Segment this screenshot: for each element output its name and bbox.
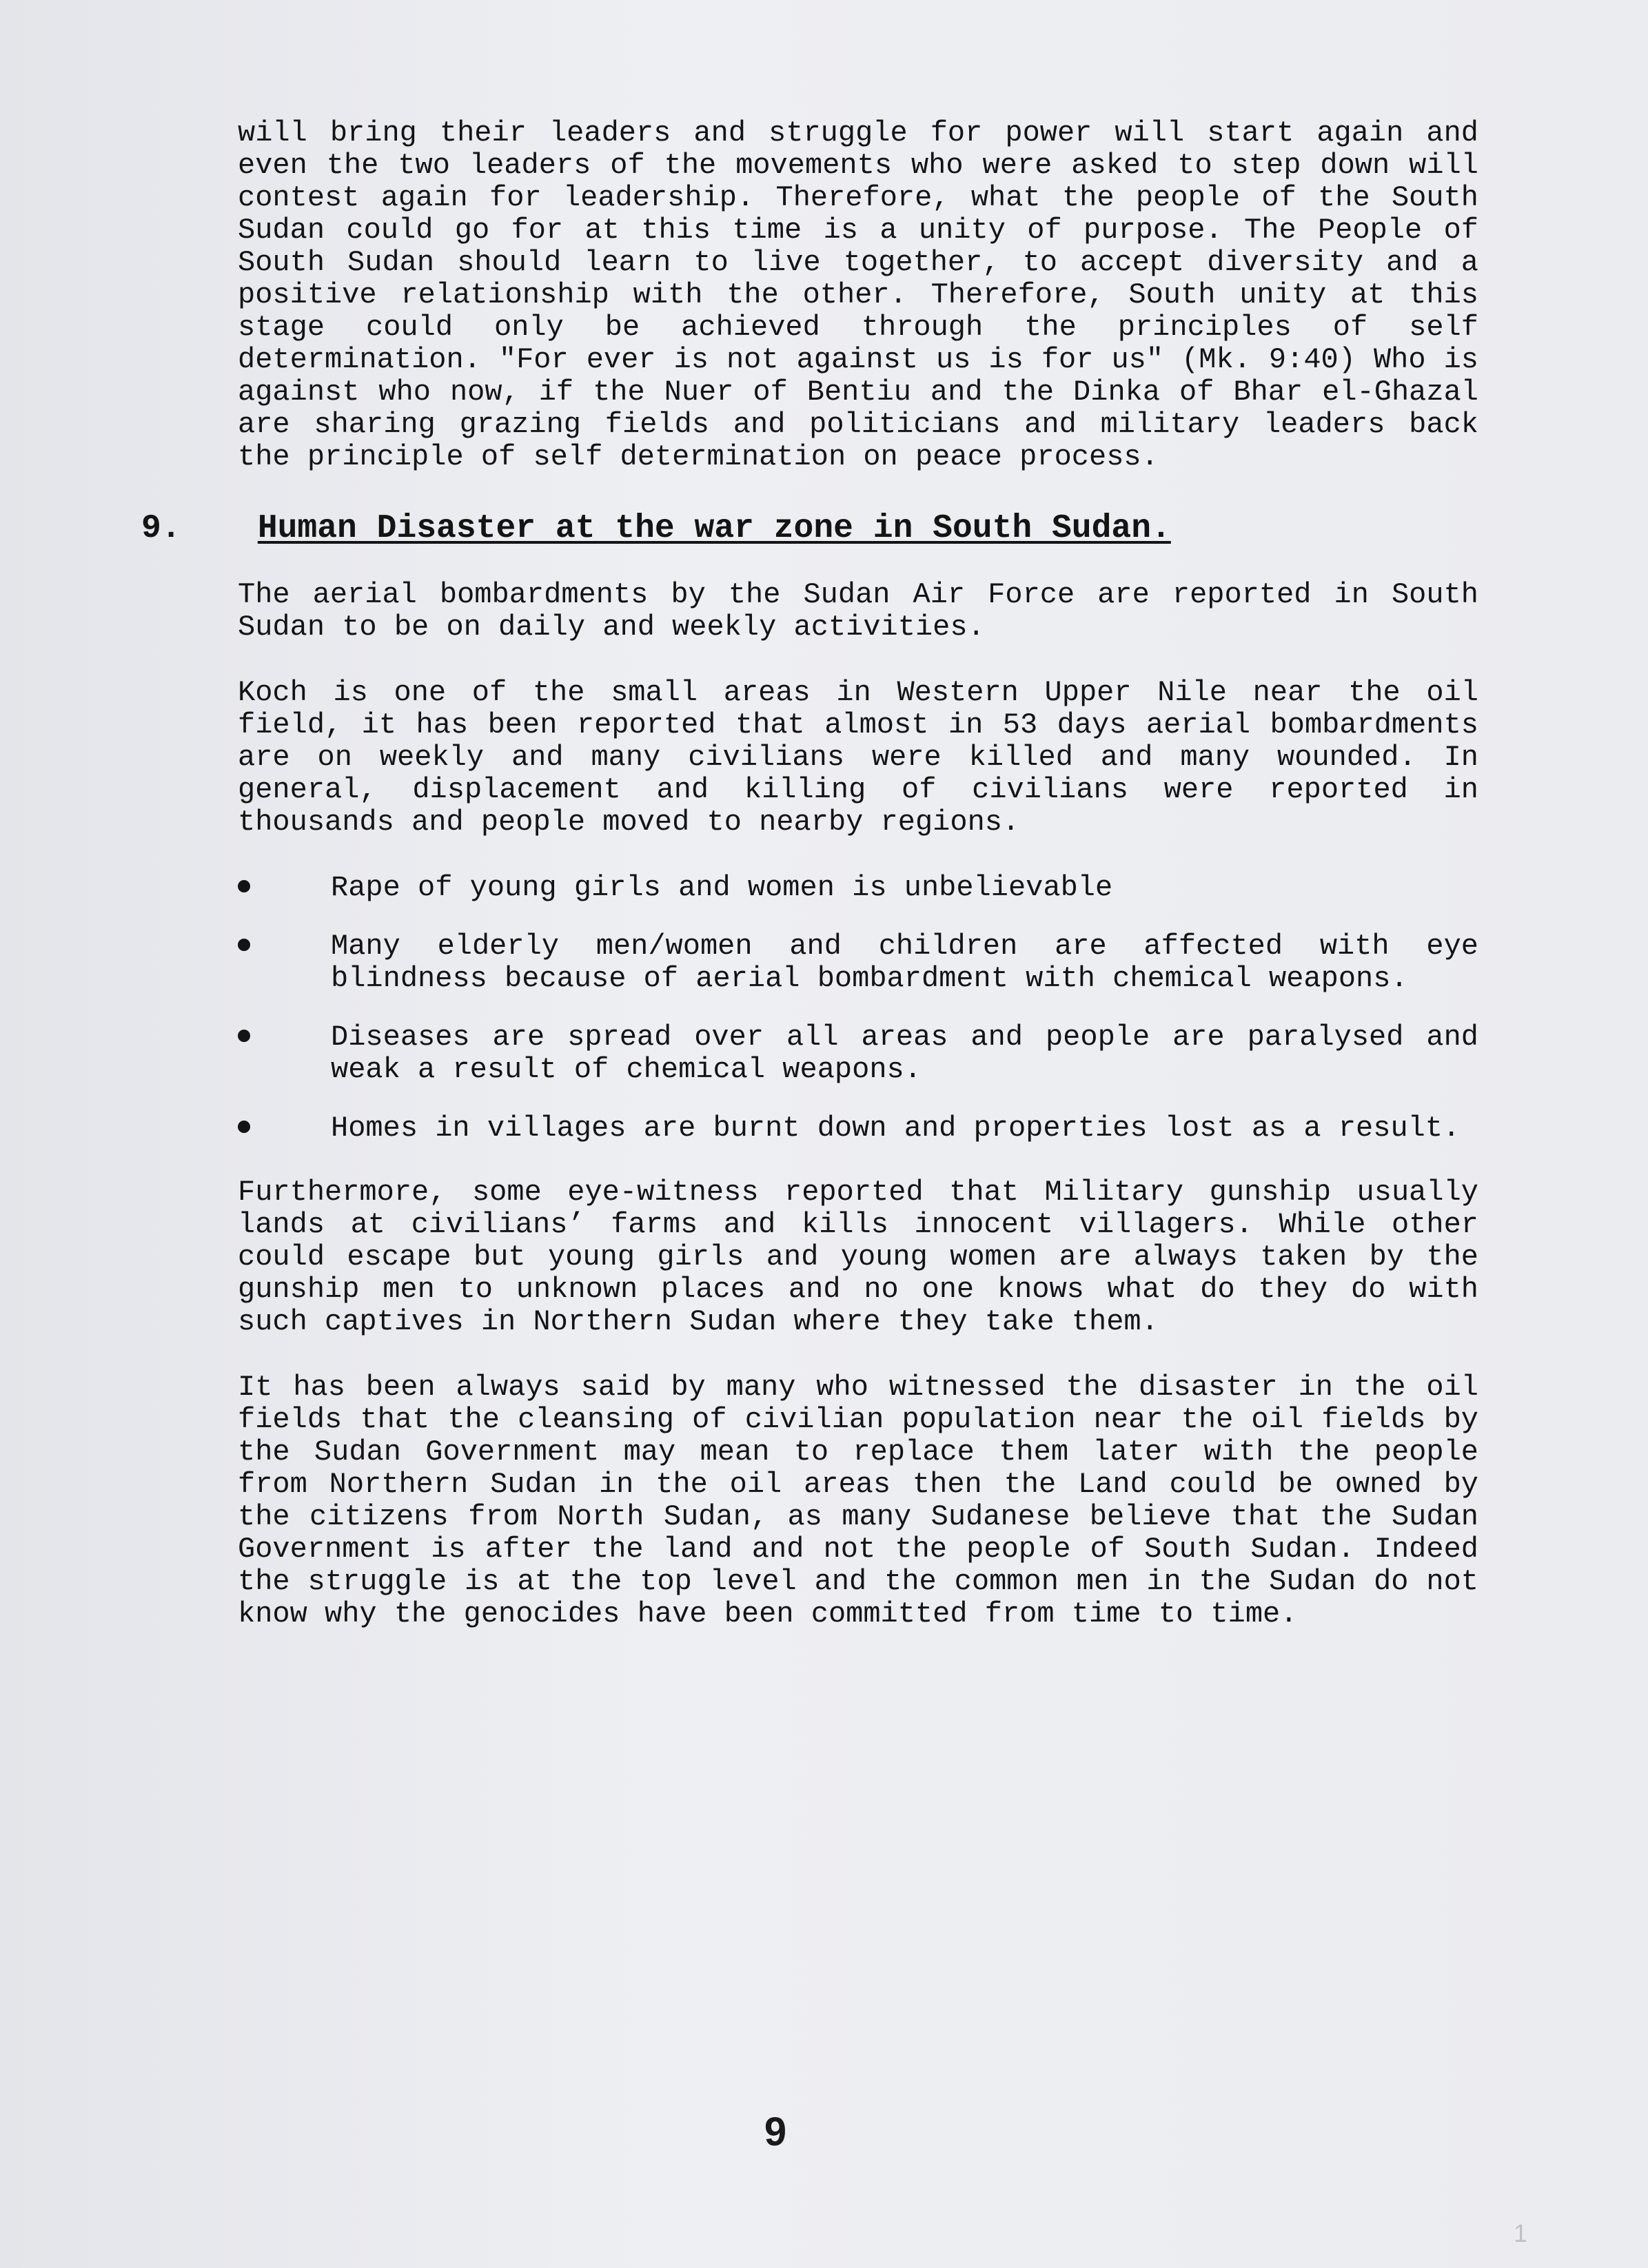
section-heading (141, 509, 1478, 548)
bullet-icon (238, 1121, 250, 1133)
bullet-icon (238, 1030, 250, 1042)
bullet-list (238, 872, 1478, 1145)
list-item (238, 930, 1478, 995)
bullet-icon (238, 880, 250, 892)
body-paragraph: Koch is one of the small areas in Western Upper Nile near the oil field, it has been reported that almost in 53 days aerial bombardments are on weekly and many civilians were killed and many wounded. In general, displacement and killing of civilians were reported in thousands and people moved to nearby regions. (238, 676, 1478, 839)
list-item-text: Homes in villages are burnt down and properties lost as a result. (331, 1112, 1461, 1145)
body-paragraph: The aerial bombardments by the Sudan Air Force are reported in South Sudan to be on daily and weekly activities. (238, 578, 1478, 644)
page-number: 9 (764, 2109, 787, 2154)
list-item (238, 1112, 1478, 1145)
list-item-text: Diseases are spread over all areas and people are paralysed and weak a result of chemical weapons. (331, 1021, 1478, 1086)
body-paragraph: It has been always said by many who witnessed the disaster in the oil fields that the cleansing of civilian population near the oil fields by the Sudan Government may mean to replace them later with the people from Northern Sudan in the oil areas then the Land could be owned by the citizens from North Sudan, as many Sudanese believe that the Sudan Government is after the land and not the people of South Sudan. Indeed the struggle is at the top level and the common men in the Sudan do not know why the genocides have been committed from time to time. (238, 1371, 1478, 1631)
list-item (238, 872, 1478, 904)
list-item (238, 1021, 1478, 1086)
section-number: 9. (141, 510, 181, 547)
bullet-icon (238, 939, 250, 951)
section-title: Human Disaster at the war zone in South Sudan. (257, 510, 1171, 547)
list-item-text: Many elderly men/women and children are affected with eye blindness because of aerial bombardment with chemical weapons. (331, 930, 1478, 995)
body-paragraph: Furthermore, some eye-witness reported that Military gunship usually lands at civilians’ farms and kills innocent villagers. While other could escape but young girls and young women are always taken by the gunship men to unknown places and no one knows what do they do with such captives in Northern Sudan where they take them. (238, 1176, 1478, 1338)
document-body (141, 116, 1478, 1631)
list-item-text: Rape of young girls and women is unbelievable (331, 871, 1113, 904)
body-paragraph: will bring their leaders and struggle for power will start again and even the two leaders of the movements who were asked to step down will contest again for leadership. Therefore, what the people of the South Sudan could go for at this time is a unity of purpose. The People of South Sudan should learn to live together, to accept diversity and a positive relationship with the other. Therefore, South unity at this stage could only be achieved through the principles of self determination. "For ever is not against us is for us" (Mk. 9:40) Who is against who now, if the Nuer of Bentiu and the Dinka of Bhar el-Ghazal are sharing grazing fields and politicians and military leaders back the principle of self determination on peace process. (238, 116, 1478, 473)
corner-mark: 1 (1514, 2219, 1528, 2247)
